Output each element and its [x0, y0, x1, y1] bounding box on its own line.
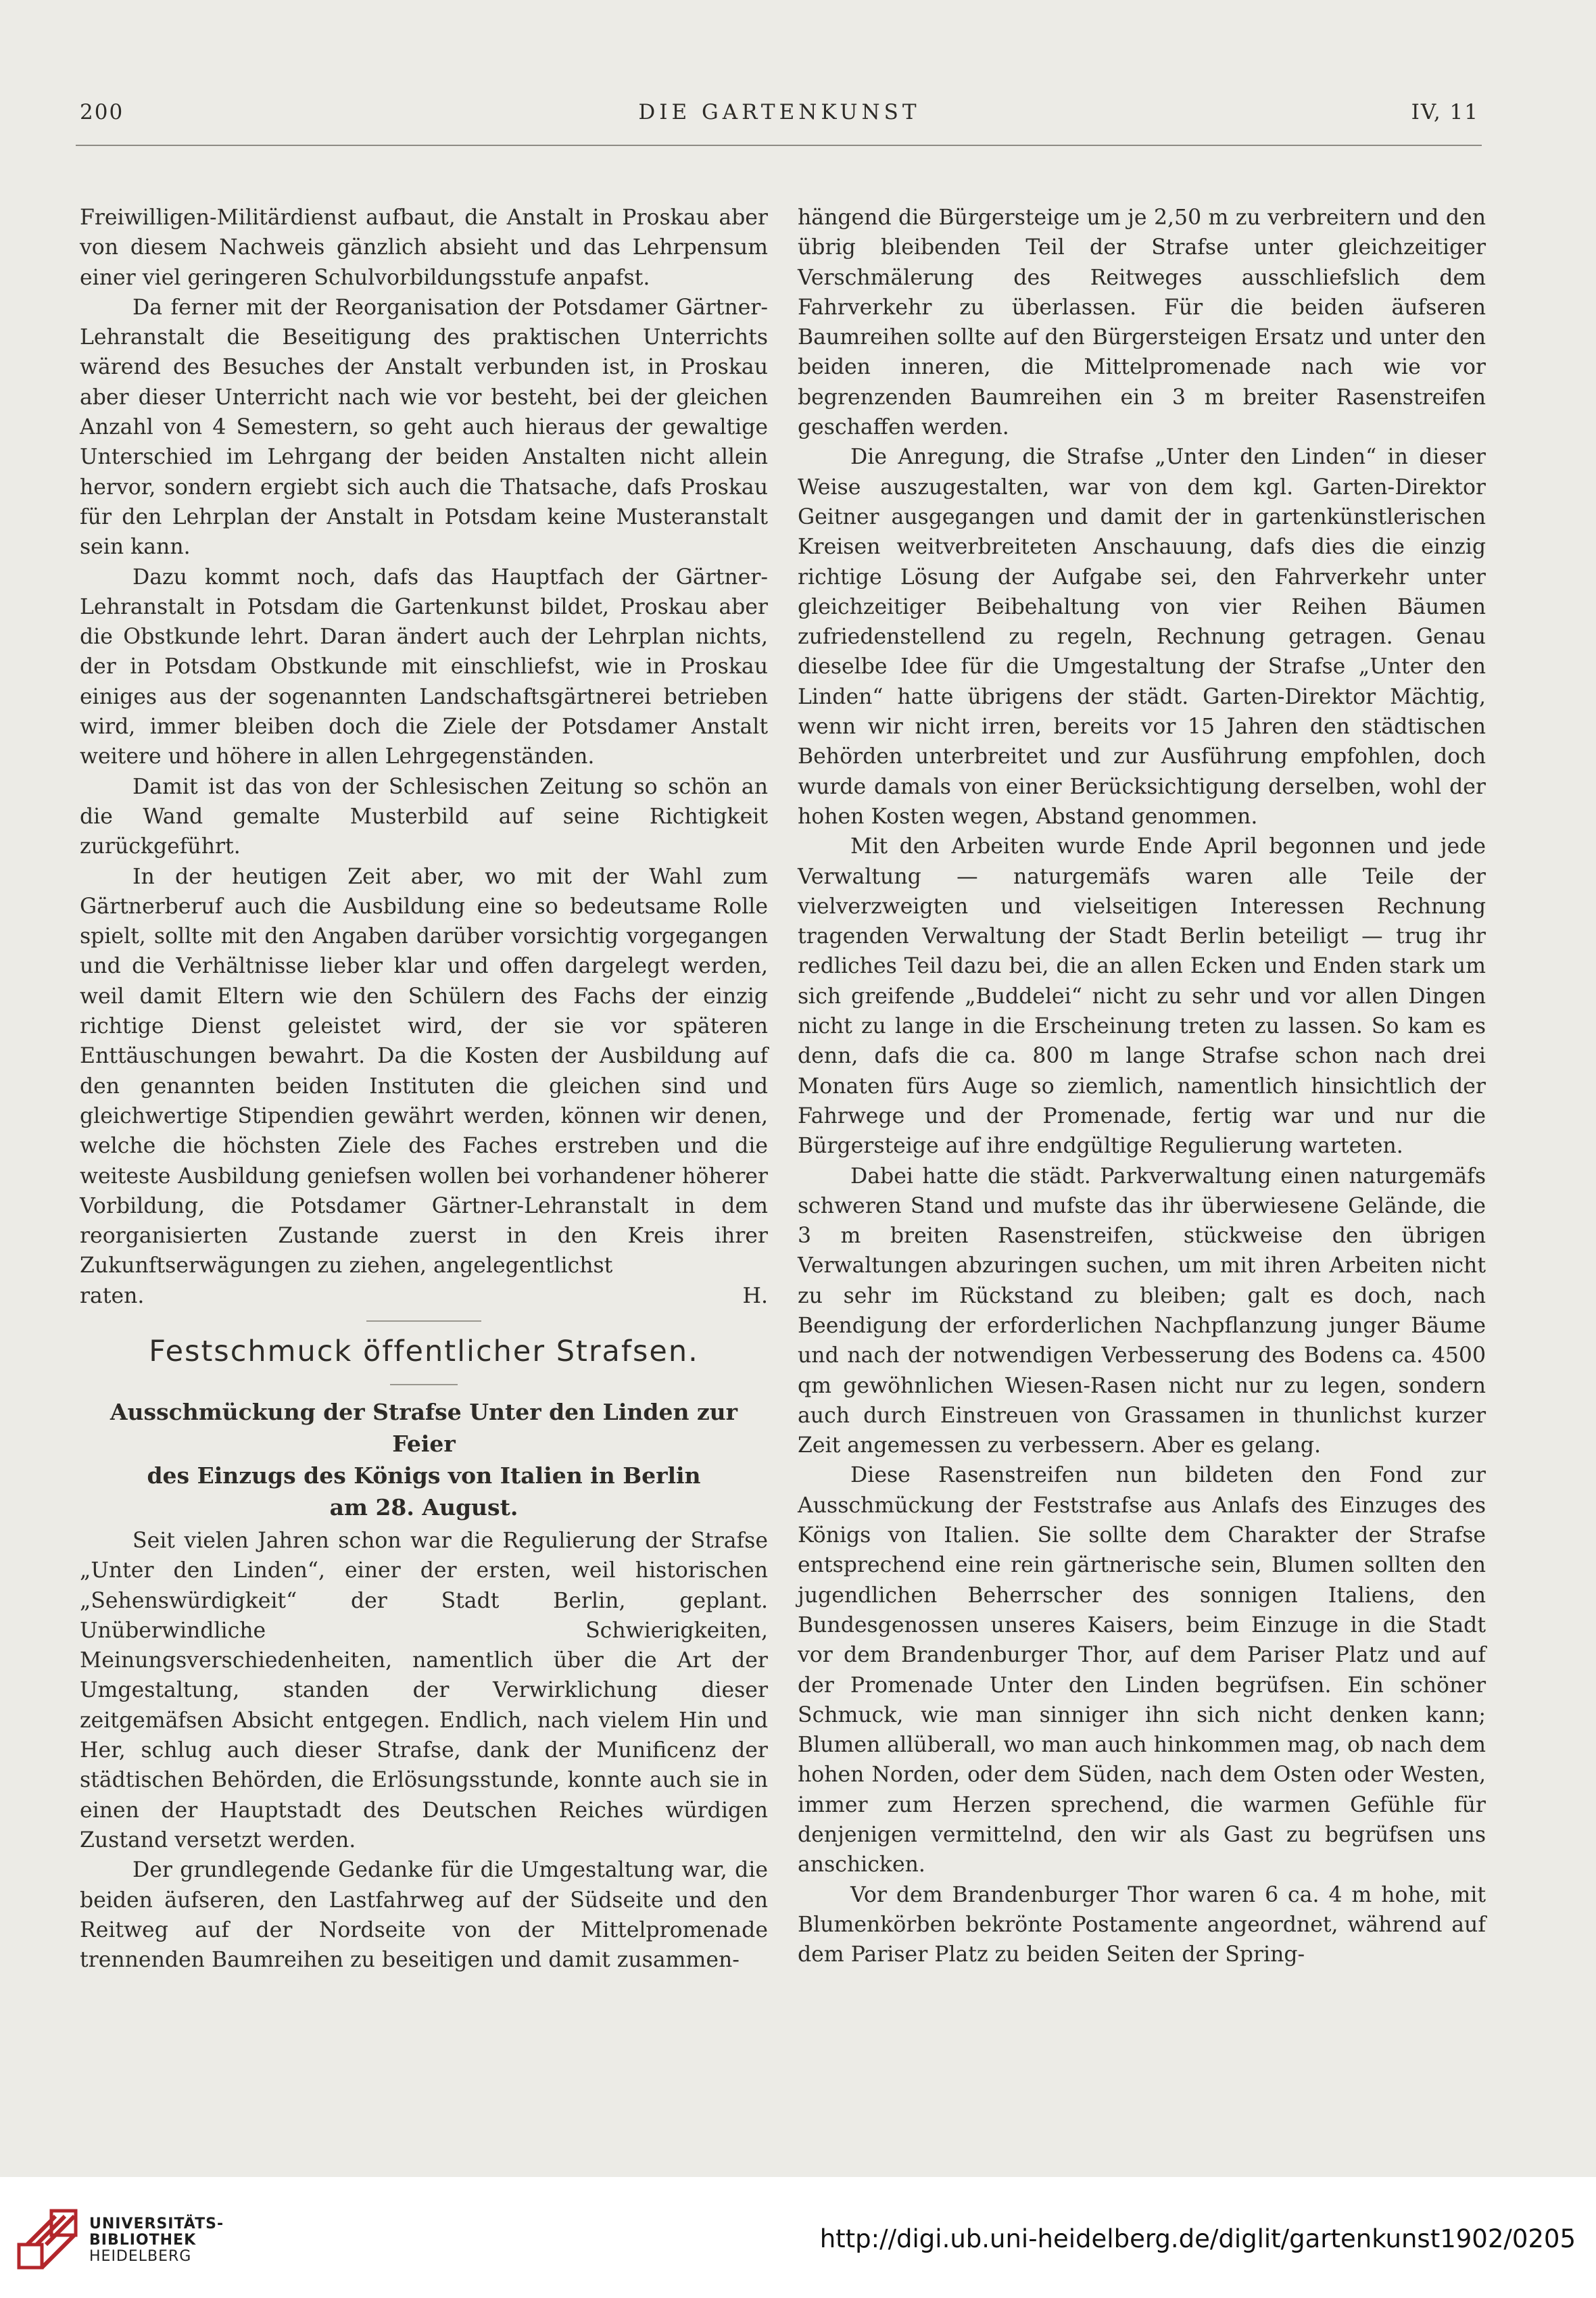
paragraph: Seit vielen Jahren schon war die Regulierung der Strafse „Unter den Linden“, einer der ersten, weil historischen „Sehenswürdigkeit“ der Stadt Berlin, geplant. Unüberwindliche Schwierigkeiten, Meinungsverschiedenheiten, namentlich über die Art der Umgestaltung, standen der Verwirklichung dieser zeitgemäfsen Absicht entgegen. Endlich, nach vielem Hin und Her, schlug auch dieser Strafse, dank der Munificenz der städtischen Behörden, die Erlösungsstunde, konnte auch sie in einen der Hauptstadt des Deutschen Reiches würdigen Zustand versetzt werden.: [80, 1528, 768, 1852]
last-line: raten.: [80, 1283, 145, 1308]
library-logo-icon: [14, 2204, 81, 2272]
paragraph: Da ferner mit der Reorganisation der Potsdamer Gärtner-Lehranstalt die Beseitigung des praktischen Unterrichts wärend des Besuches der Anstalt verbunden ist, in Proskau aber dieser Unterricht nach wie vor besteht, bei der gleichen Anzahl von 4 Semestern, so geht auch hieraus der gewaltige Unterschied im Lehrgang der beiden Anstalten nicht allein hervor, sondern ergiebt sich auch die Thatsache, dafs Proskau für den Lehrplan der Anstalt in Potsdam keine Musteranstalt sein kann.: [80, 295, 768, 560]
volume-issue: IV, 11: [1411, 100, 1479, 124]
header-rule: [76, 145, 1482, 146]
section-divider: [366, 1320, 481, 1322]
subtitle-line: des Einzugs des Königs von Italien in Berlin: [147, 1462, 701, 1489]
paragraph: Die Anregung, die Strafse „Unter den Linden“ in dieser Weise auszugestalten, war von dem kgl. Garten-Direktor Geitner ausgegangen und damit der in gartenkünstlerischen Kreisen weitverbreiteten Anschauung, dafs dies die einzig richtige Lösung der Aufgabe sei, den Fahrverkehr unter gleichzeitiger Beibehaltung von vier Reihen Bäumen zufriedenstellend zu regeln, Rechnung getragen. Genau dieselbe Idee für die Umgestaltung der Strafse „Unter den Linden“ hatte übrigens der städt. Garten-Direktor Mächtig, wenn wir nicht irren, bereits vor 15 Jahren den städtischen Behörden unterbreitet und zur Ausführung empfohlen, doch wurde damals von einer Berücksichtigung derselben, wohl der hohen Kosten wegen, Abstand genommen.: [798, 445, 1486, 829]
paragraph: Dabei hatte die städt. Parkverwaltung einen naturgemäfs schweren Stand und mufste das ihr überwiesene Gelände, die 3 m breiten Rasenstreifen, stückweise den übrigen Verwaltungen abzuringen suchen, um mit ihren Arbeiten nicht zu sehr im Rückstand zu bleiben; galt es doch, nach Beendigung der erforderlichen Nachpflanzung junger Bäume und nach der notwendigen Verbesserung des Bodens ca. 4500 qm gewöhnlichen Wiesen-Rasen nicht nur zu legen, sondern auch durch Einstreuen von Grassamen in thunlichst kurzer Zeit angemessen zu verbessern. Aber es gelang.: [798, 1164, 1486, 1458]
digitization-footer: [0, 2177, 1596, 2298]
source-url-link[interactable]: http://digi.ub.uni-heidelberg.de/diglit/gartenkunst1902/0205: [819, 2224, 1576, 2253]
paragraph: hängend die Bürgersteige um je 2,50 m zu verbreitern und den übrig bleibenden Teil der Strafse unter gleichzeitiger Verschmälerung des Reitweges ausschliefslich dem Fahrverkehr zu überlassen. Für die beiden äufseren Baumreihen sollte auf den Bürgersteigen Ersatz und unter den beiden inneren, die Mittelpromenade nach wie vor begrenzenden Baumreihen ein 3 m breiter Rasenstreifen geschaffen werden.: [798, 206, 1486, 440]
running-header: [80, 100, 1479, 141]
article-subtitle: [80, 1396, 768, 1523]
title-divider: [390, 1384, 458, 1385]
author-signature: H.: [742, 1283, 768, 1308]
left-column: [80, 203, 768, 1975]
paragraph: Der grundlegende Gedanke für die Umgestaltung war, die beiden äufseren, den Lastfahrweg auf der Südseite und den Reitweg auf der Nordseite von der Mittelpromenade trennenden Baumreihen zu beseitigen und damit zusammen-: [80, 1858, 768, 1973]
library-name-line: BIBLIOTHEK: [89, 2232, 197, 2249]
paragraph: Dazu kommt noch, dafs das Hauptfach der Gärtner-Lehranstalt in Potsdam die Gartenkunst bildet, Proskau aber die Obstkunde lehrt. Daran ändert auch der Lehrplan nichts, der in Potsdam Obstkunde mit einschliefst, wie in Proskau einiges aus der sogenannten Landschaftsgärtnerei betrieben wird, immer bleiben doch die Ziele der Potsdamer Anstalt weitere und höhere in allen Lehrgegenständen.: [80, 565, 768, 769]
paragraph: Vor dem Brandenburger Thor waren 6 ca. 4 m hohe, mit Blumenkörben bekrönte Postamente angeordnet, während auf dem Pariser Platz zu beiden Seiten der Spring-: [798, 1882, 1486, 1967]
section-title: Festschmuck öffentlicher Strafsen.: [149, 1334, 699, 1368]
paragraph: Mit den Arbeiten wurde Ende April begonnen und jede Verwaltung — naturgemäfs waren alle Teile der vielverzweigten und vielseitigen Interessen Rechnung tragenden Verwaltung der Stadt Berlin beteiligt — trug ihr redliches Teil dazu bei, die an allen Ecken und Enden stark um sich greifende „Buddelei“ nicht zu sehr und vor allen Dingen nicht zu lange in die Erscheinung treten zu lassen. So kam es denn, dafs die ca. 800 m lange Strafse schon nach drei Monaten fürs Auge so ziemlich, namentlich hinsichtlich der Fahrwege und der Promenade, fertig war und nur die Bürgersteige auf ihre endgültige Regulierung warteten.: [798, 834, 1486, 1159]
library-name: [89, 2216, 224, 2265]
library-name-line: HEIDELBERG: [89, 2248, 192, 2265]
journal-title: DIE GARTENKUNST: [638, 100, 921, 124]
subtitle-line: am 28. August.: [329, 1493, 518, 1521]
subtitle-line: Ausschmückung der Strafse Unter den Linden zur Feier: [110, 1398, 738, 1457]
library-name-line: UNIVERSITÄTS-: [89, 2216, 224, 2232]
paragraph: Diese Rasenstreifen nun bildeten den Fond zur Ausschmückung der Feststrafse aus Anlafs des Einzuges des Königs von Italien. Sie sollte dem Charakter der Strafse entsprechend eine rein gärtnerische sein, Blumen sollten den jugendlichen Beherrscher des sonnigen Italiens, den Bundesgenossen unseres Kaisers, beim Einzuge in die Stadt vor dem Brandenburger Thor, auf dem Pariser Platz und auf der Promenade Unter den Linden begrüfsen. Ein schöner Schmuck, wie man sinniger ihn sich nicht denken kann; Blumen allüberall, wo man auch hinkommen mag, ob nach dem hohen Norden, oder dem Süden, nach dem Osten oder Westen, immer zum Herzen sprechend, die warmen Gefühle für denjenigen vermittelnd, den wir als Gast zu begrüfsen uns anschicken.: [798, 1463, 1486, 1877]
signature-line: [80, 1281, 768, 1311]
paragraph: In der heutigen Zeit aber, wo mit der Wahl zum Gärtnerberuf auch die Ausbildung eine so bedeutsame Rolle spielt, sollte mit den Angaben darüber vorsichtig vorgegangen und die Verhältnisse lieber klar und offen dargelegt werden, weil damit Eltern wie den Schülern des Fachs der einzig richtige Dienst geleistet wird, der sie vor späteren Enttäuschungen bewahrt. Da die Kosten der Ausbildung auf den genannten beiden Instituten die gleichen sind und gleichwertige Stipendien gewährt werden, können wir denen, welche die höchsten Ziele des Faches erstreben und die weiteste Ausbildung geniefsen wollen bei vorhandener höherer Vorbildung, die Potsdamer Gärtner-Lehranstalt in dem reorganisierten Zustande zuerst in den Kreis ihrer Zukunftserwägungen zu ziehen, angelegentlichst: [80, 864, 768, 1278]
page-number: 200: [80, 100, 124, 124]
paragraph: Freiwilligen-Militärdienst aufbaut, die Anstalt in Proskau aber von diesem Nachweis gänzlich absieht und das Lehrpensum einer viel geringeren Schulvorbildungsstufe anpafst.: [80, 206, 768, 290]
paragraph: Damit ist das von der Schlesischen Zeitung so schön an die Wand gemalte Musterbild auf seine Richtigkeit zurückgeführt.: [80, 774, 768, 859]
right-column: [798, 203, 1486, 1970]
